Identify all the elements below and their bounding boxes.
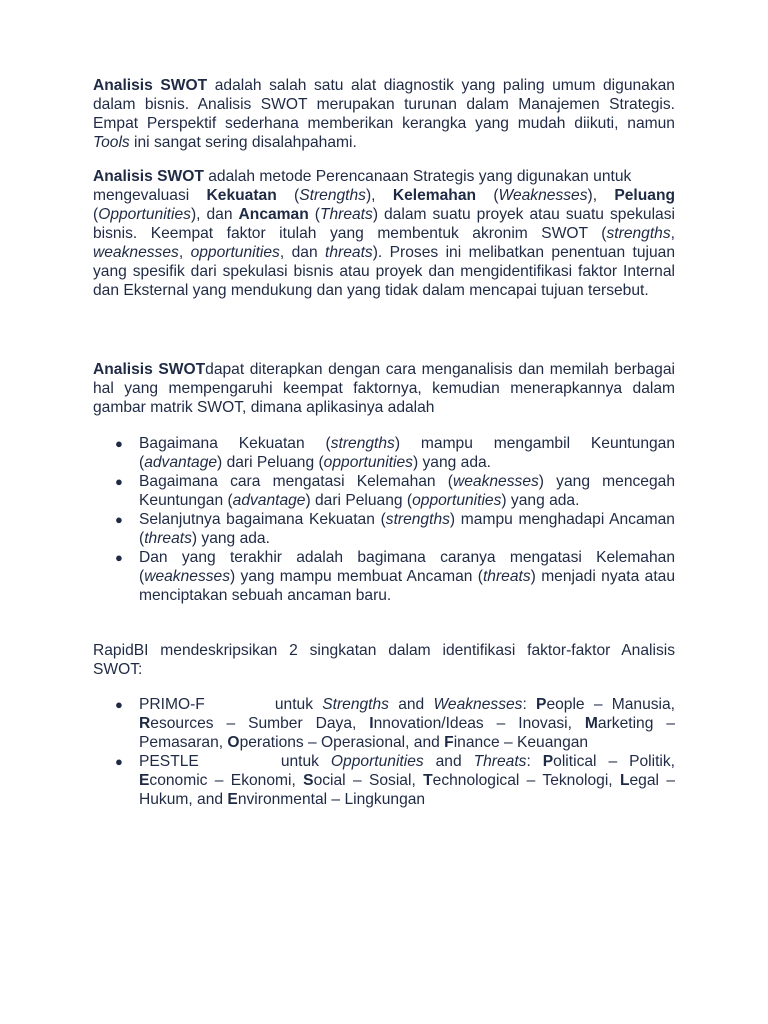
bullet-icon: ● bbox=[115, 474, 123, 489]
paragraph-intro: Analisis SWOT adalah salah satu alat diagnostik yang paling umum digunakan dalam bisnis. Analisis SWOT merupakan turunan dalam Manajemen Strategis. Empat Perspektif sederhana memberikan kerangka yang mudah diikuti, namun Tools ini sangat sering disalahpahami. bbox=[93, 77, 675, 151]
application-list bbox=[93, 434, 675, 605]
paragraph-definition: Analisis SWOT adalah metode Perencanaan Strategis yang digunakan untuk mengevaluasi Kekuatan (Strengths), Kelemahan (Weaknesses), Peluang (Opportunities), dan Ancaman (Threats) dalam suatu proyek atau suatu spekulasi bisnis. Keempat faktor itulah yang membentuk akronim SWOT (strengths, weaknesses, opportunities, dan threats). Proses ini melibatkan penentuan tujuan yang spesifik dari spekulasi bisnis atau proyek dan mengidentifikasi faktor Internal dan Eksternal yang mendukung dan yang tidak dalam mencapai tujuan tersebut. bbox=[93, 168, 676, 299]
bullet-icon: ● bbox=[115, 754, 123, 769]
paragraph-rapidbi: RapidBI mendeskripsikan 2 singkatan dalam identifikasi faktor-faktor Analisis SWOT: bbox=[93, 642, 675, 678]
bullet-icon: ● bbox=[115, 697, 123, 712]
list-item: ● Bagaimana Kekuatan (strengths) mampu mengambil Keuntungan (advantage) dari Peluang (opportunities) yang ada. bbox=[115, 435, 676, 471]
list-item: ● Bagaimana cara mengatasi Kelemahan (weaknesses) yang mencegah Keuntungan (advantage) dari Peluang (opportunities) yang ada. bbox=[115, 473, 675, 509]
bullet-icon: ● bbox=[115, 436, 123, 451]
term-analisis-swot: Analisis SWOT bbox=[93, 77, 208, 94]
list-item: ● Selanjutnya bagaimana Kekuatan (strengths) mampu menghadapi Ancaman (threats) yang ada. bbox=[115, 511, 675, 547]
list-item: ● Dan yang terakhir adalah bagimana caranya mengatasi Kelemahan (weaknesses) yang mampu membuat Ancaman (threats) menjadi nyata atau menciptakan sebuah ancaman baru. bbox=[115, 549, 675, 604]
list-item-pestle: ● PESTLE untuk Opportunities and Threats: Political – Politik, Economic – Ekonomi, Social – Sosial, Technological – Teknologi, Legal – Hukum, and Environmental – Lingkungan bbox=[115, 753, 676, 808]
list-item-primo-f: ● PRIMO-F untuk Strengths and Weaknesses: People – Manusia, Resources – Sumber Daya, Innovation/Ideas – Inovasi, Marketing – Pemasaran, Operations – Operasional, and Finance – Keuangan bbox=[115, 696, 676, 751]
paragraph-application: Analisis SWOTdapat diterapkan dengan cara menganalisis dan memilah berbagai hal yang mempengaruhi keempat faktornya, kemudian menerapkannya dalam gambar matrik SWOT, dimana aplikasinya adalah bbox=[93, 361, 675, 416]
acronym-list bbox=[93, 695, 675, 809]
bullet-icon: ● bbox=[115, 512, 123, 527]
bullet-icon: ● bbox=[115, 550, 123, 565]
